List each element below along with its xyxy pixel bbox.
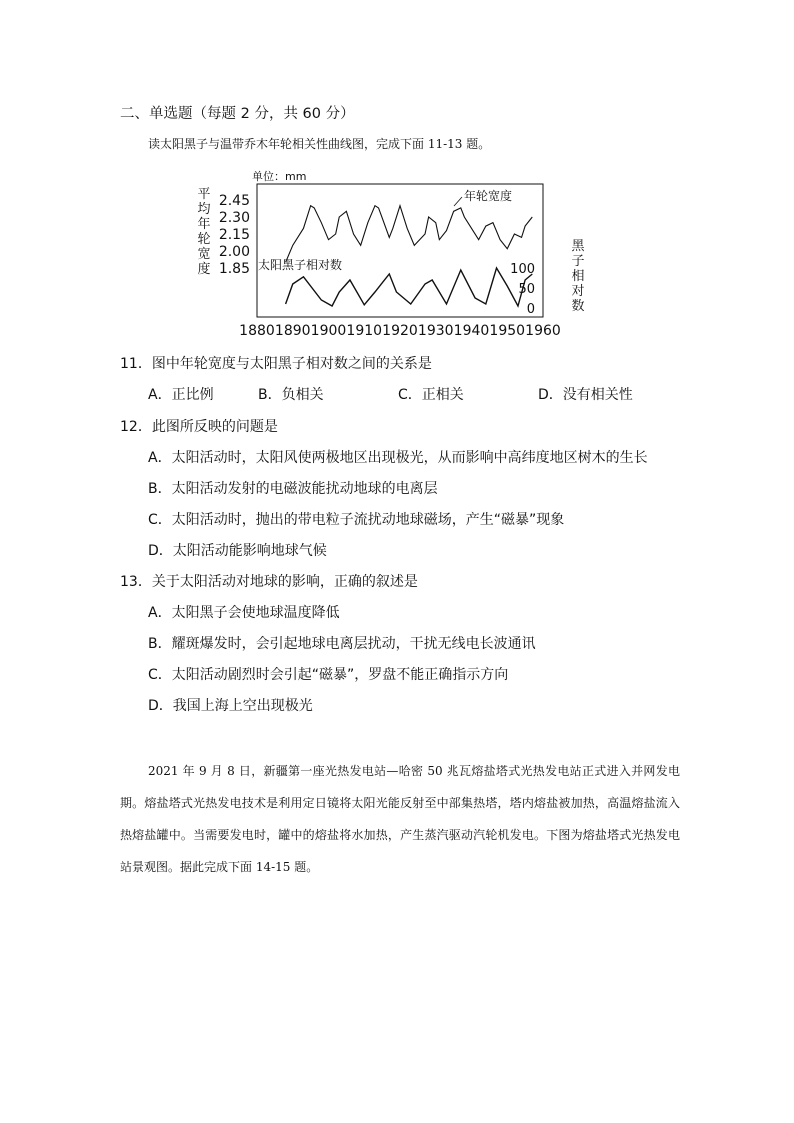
right-axis-label-char: 数 bbox=[571, 299, 585, 314]
answer-option: D．我国上海上空出现极光 bbox=[148, 698, 313, 714]
ring-width-series-label: 年轮宽度 bbox=[464, 189, 513, 203]
right-tick-label: 100 bbox=[510, 262, 535, 277]
intro-text: 读太阳黑子与温带乔木年轮相关性曲线图，完成下面 11-13 题。 bbox=[148, 137, 491, 151]
ring-label-leader bbox=[454, 197, 462, 206]
left-axis-label-char: 均 bbox=[197, 202, 211, 217]
answer-option: A．太阳黑子会使地球温度降低 bbox=[148, 605, 340, 621]
answer-option: D．太阳活动能影响地球气候 bbox=[148, 543, 327, 559]
left-axis-label bbox=[197, 187, 210, 277]
left-axis-label-char: 宽 bbox=[197, 247, 211, 262]
tree-ring-width-line bbox=[286, 206, 533, 263]
left-tick-label: 2.30 bbox=[218, 210, 250, 226]
left-axis-label-char: 平 bbox=[197, 187, 211, 202]
left-tick-label: 2.15 bbox=[218, 227, 250, 243]
x-axis-ticks bbox=[239, 323, 561, 339]
x-tick-label: 1940 bbox=[453, 323, 490, 339]
sunspot-series-label: 太阳黑子相对数 bbox=[258, 258, 343, 272]
sunspot-tree-ring-chart bbox=[190, 162, 590, 340]
right-axis-label-char: 黑 bbox=[571, 239, 585, 254]
right-tick-label: 0 bbox=[526, 302, 535, 317]
chart-unit-label: 单位：mm bbox=[252, 170, 307, 183]
x-tick-label: 1930 bbox=[417, 323, 454, 339]
answer-option: C．太阳活动剧烈时会引起“磁暴”，罗盘不能正确指示方向 bbox=[148, 667, 509, 683]
right-axis-label bbox=[571, 239, 585, 314]
left-axis-ticks bbox=[219, 193, 250, 277]
question-stem: 12．此图所反映的问题是 bbox=[120, 419, 278, 435]
left-axis-label-char: 年 bbox=[197, 217, 211, 232]
right-axis-label-char: 对 bbox=[571, 284, 585, 299]
answer-option: B．耀斑爆发时，会引起地球电离层扰动，干扰无线电长波通讯 bbox=[148, 636, 536, 652]
right-tick-label: 50 bbox=[518, 282, 535, 297]
x-tick-label: 1880 bbox=[239, 323, 275, 339]
answer-option: D．没有相关性 bbox=[538, 387, 633, 403]
passage-14-15: 2021 年 9 月 8 日，新疆第一座光热发电站—哈密 50 兆瓦熔盐塔式光热发电站正式进入并网发电期。熔盐塔式光热发电技术是利用定日镜将太阳光能反射至中部集热塔，塔内熔盐被加热，高温熔盐流入热熔盐罐中。当需要发电时，罐中的熔盐将水加热，产生蒸汽驱动汽轮机发电。下图为熔盐塔式光热发电站景观图。据此完成下面 14-15 题。 bbox=[120, 764, 680, 874]
answer-option: B．太阳活动发射的电磁波能扰动地球的电离层 bbox=[148, 481, 438, 497]
x-tick-label: 1950 bbox=[489, 323, 526, 339]
answer-option: B．负相关 bbox=[258, 387, 324, 403]
question-stem: 13．关于太阳活动对地球的影响，正确的叙述是 bbox=[120, 574, 418, 590]
question-stem: 11．图中年轮宽度与太阳黑子相对数之间的关系是 bbox=[120, 356, 432, 372]
answer-option: C．正相关 bbox=[398, 387, 464, 403]
x-tick-label: 1900 bbox=[310, 323, 347, 339]
x-tick-label: 1960 bbox=[525, 323, 561, 339]
x-tick-label: 1920 bbox=[382, 323, 418, 339]
answer-option: C．太阳活动时，抛出的带电粒子流扰动地球磁场，产生“磁暴”现象 bbox=[148, 512, 565, 528]
answer-option: A．正比例 bbox=[148, 387, 214, 403]
x-tick-label: 1890 bbox=[274, 323, 311, 339]
right-axis-label-char: 相 bbox=[571, 269, 585, 284]
left-tick-label: 1.85 bbox=[218, 261, 250, 277]
left-tick-label: 2.45 bbox=[218, 193, 250, 209]
left-axis-label-char: 度 bbox=[197, 262, 211, 277]
answer-option: A．太阳活动时，太阳风使两极地区出现极光，从而影响中高纬度地区树木的生长 bbox=[148, 450, 648, 466]
left-axis-label-char: 轮 bbox=[197, 232, 211, 247]
sunspot-line bbox=[286, 268, 533, 306]
section-title: 二、单选题（每题 2 分，共 60 分） bbox=[120, 106, 355, 122]
right-axis-label-char: 子 bbox=[571, 254, 585, 269]
x-tick-label: 1910 bbox=[346, 323, 383, 339]
left-tick-label: 2.00 bbox=[218, 244, 250, 260]
